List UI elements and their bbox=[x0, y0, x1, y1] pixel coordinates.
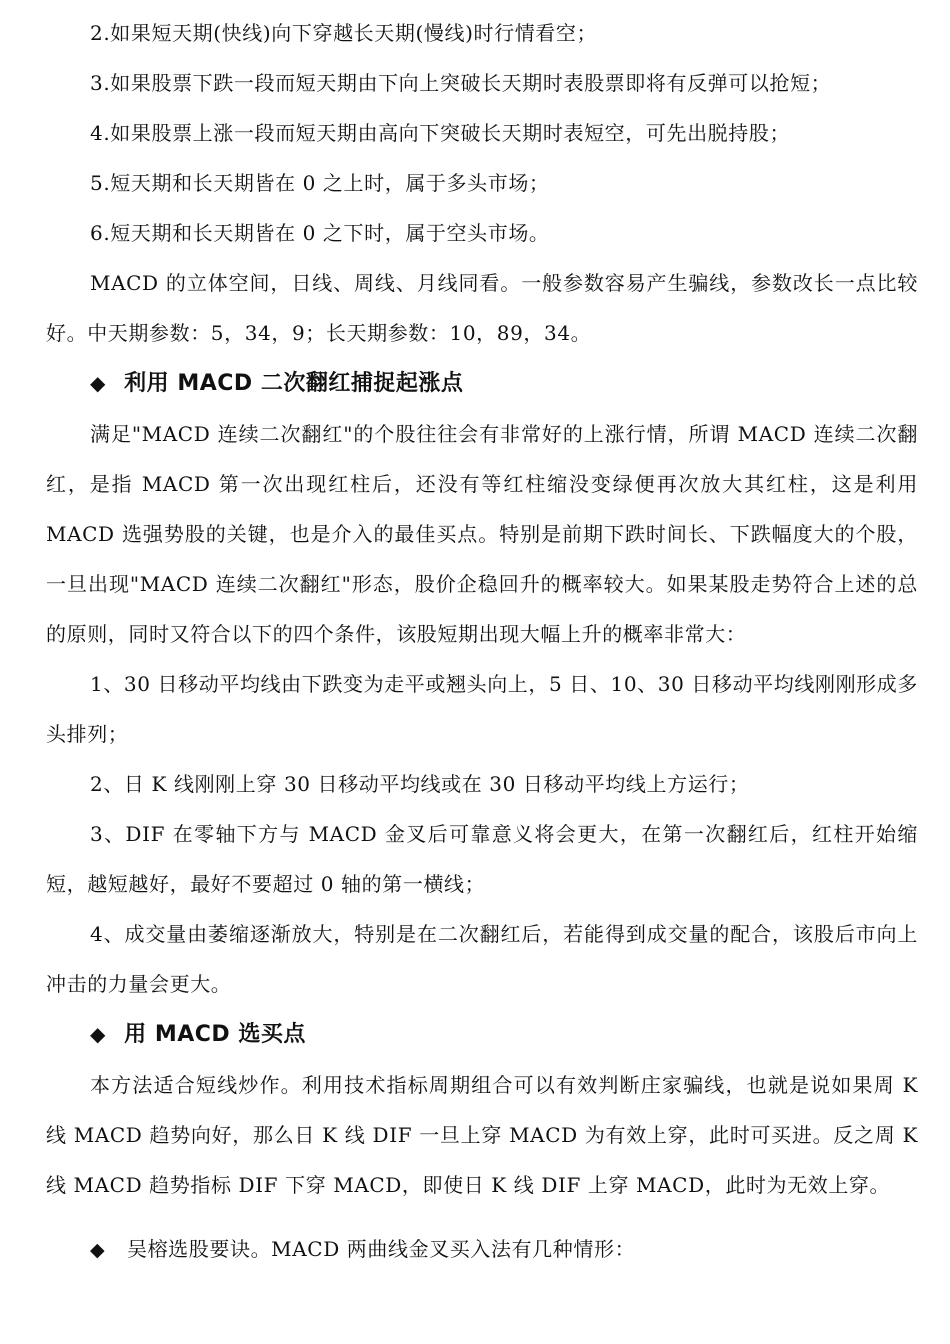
list-item: 2.如果短天期(快线)向下穿越长天期(慢线)时行情看空； bbox=[90, 21, 598, 45]
parameter-note: MACD 的立体空间，日线、周线、月线同看。一般参数容易产生骗线，参数改长一点比较好。中天期参数：5，34，9；长天期参数：10，89，34。 bbox=[46, 271, 918, 345]
document-page bbox=[46, 8, 918, 1275]
diamond-bullet-icon: ◆ bbox=[90, 1239, 106, 1261]
list-item: 6.短天期和长天期皆在 0 之下时，属于空头市场。 bbox=[90, 221, 550, 245]
section-heading-text: 用 MACD 选买点 bbox=[124, 1022, 306, 1047]
closing-bullet-line bbox=[46, 1224, 918, 1275]
condition-item: 4、成交量由萎缩逐渐放大，特别是在二次翻红后，若能得到成交量的配合，该股后市向上冲击的力量会更大。 bbox=[46, 922, 918, 996]
diamond-bullet-icon: ◆ bbox=[90, 371, 106, 395]
section-heading-buy-point bbox=[46, 1009, 918, 1060]
diamond-bullet-icon: ◆ bbox=[90, 1022, 106, 1046]
section-heading-text: 利用 MACD 二次翻红捕捉起涨点 bbox=[124, 371, 464, 396]
condition-item: 3、DIF 在零轴下方与 MACD 金叉后可靠意义将会更大，在第一次翻红后，红柱开始缩短，越短越好，最好不要超过 0 轴的第一横线； bbox=[46, 822, 918, 896]
body-paragraph: 本方法适合短线炒作。利用技术指标周期组合可以有效判断庄家骗线，也就是说如果周 K 线 MACD 趋势向好，那么日 K 线 DIF 一旦上穿 MACD 为有效上穿，此时可买进。反之周 K 线 MACD 趋势指标 DIF 下穿 MACD，即使日 K 线 DIF 上穿 MACD，此时为无效上穿。 bbox=[46, 1073, 918, 1197]
condition-item: 2、日 K 线刚刚上穿 30 日移动平均线或在 30 日移动平均线上方运行； bbox=[90, 772, 750, 796]
list-item: 3.如果股票下跌一段而短天期由下向上突破长天期时表股票即将有反弹可以抢短； bbox=[90, 71, 832, 95]
condition-item: 1、30 日移动平均线由下跌变为走平或翘头向上，5 日、10、30 日移动平均线刚刚形成多头排列； bbox=[46, 672, 918, 746]
closing-text: 吴榕选股要诀。MACD 两曲线金叉买入法有几种情形： bbox=[126, 1237, 636, 1261]
intro-paragraph: 满足"MACD 连续二次翻红"的个股往往会有非常好的上涨行情，所谓 MACD 连续二次翻红，是指 MACD 第一次出现红柱后，还没有等红柱缩没变绿便再次放大其红柱，这是利用 MACD 选强势股的关键，也是介入的最佳买点。特别是前期下跌时间长、下跌幅度大的个股，一旦出现"MACD 连续二次翻红"形态，股价企稳回升的概率较大。如果某股走势符合上述的总的原则，同时又符合以下的四个条件，该股短期出现大幅上升的概率非常大： bbox=[46, 422, 918, 646]
list-item: 4.如果股票上涨一段而短天期由高向下突破长天期时表短空，可先出脱持股； bbox=[90, 121, 791, 145]
list-item: 5.短天期和长天期皆在 0 之上时，属于多头市场； bbox=[90, 171, 550, 195]
section-heading-second-red bbox=[46, 358, 918, 409]
